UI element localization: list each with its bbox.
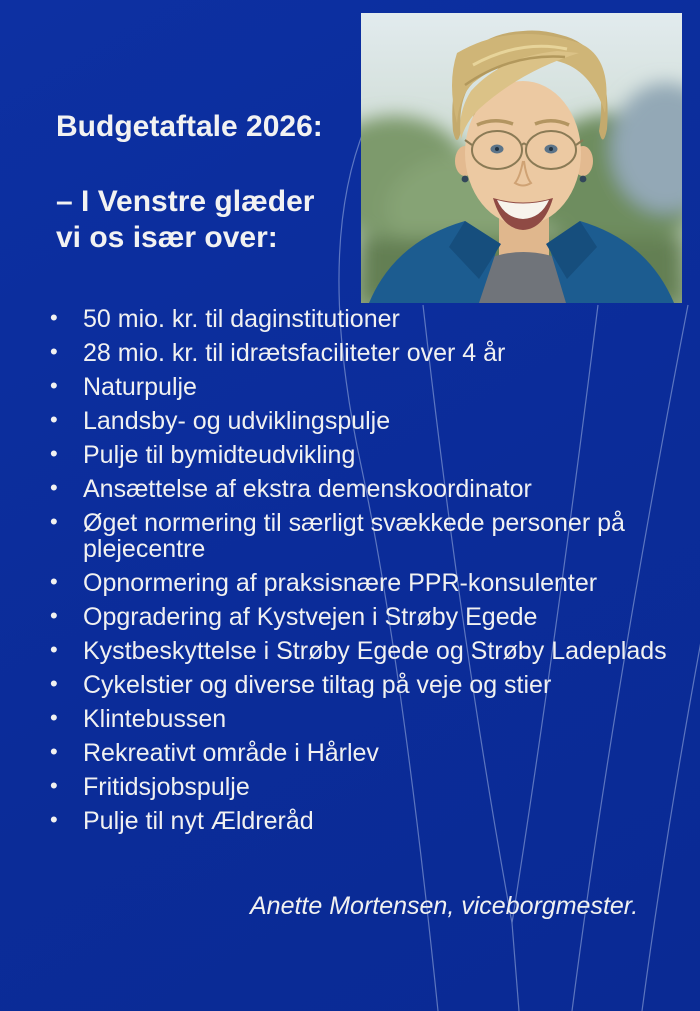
list-item: • Naturpulje [44, 374, 690, 400]
list-item: • Opgradering af Kystvejen i Strøby Egede [44, 604, 690, 630]
budget-highlights-list [44, 306, 690, 842]
list-item: • Opnormering af praksisnære PPR-konsulenter [44, 570, 690, 596]
slide-title: Budgetaftale 2026: [56, 110, 323, 143]
signature: Anette Mortensen, viceborgmester. [250, 892, 639, 920]
slide-subtitle [56, 184, 314, 256]
list-item: • 28 mio. kr. til idrætsfaciliteter over 4 år [44, 340, 690, 366]
subtitle-line-2: vi os især over: [56, 221, 278, 254]
list-item: • Landsby- og udviklingspulje [44, 408, 690, 434]
list-item: • Rekreativt område i Hårlev [44, 740, 690, 766]
list-item: • Ansættelse af ekstra demenskoordinator [44, 476, 690, 502]
list-item: • 50 mio. kr. til daginstitutioner [44, 306, 690, 332]
list-item: • Klintebussen [44, 706, 690, 732]
list-item: • Pulje til nyt Ældreråd [44, 808, 690, 834]
list-item: • Pulje til bymidteudvikling [44, 442, 690, 468]
list-item: • Kystbeskyttelse i Strøby Egede og Strøby Ladeplads [44, 638, 690, 664]
list-item: • Øget normering til særligt svækkede personer på plejecentre [44, 510, 690, 562]
portrait-photo [361, 13, 682, 303]
subtitle-line-1: – I Venstre glæder [56, 185, 315, 218]
list-item: • Cykelstier og diverse tiltag på veje og stier [44, 672, 690, 698]
list-item: • Fritidsjobspulje [44, 774, 690, 800]
